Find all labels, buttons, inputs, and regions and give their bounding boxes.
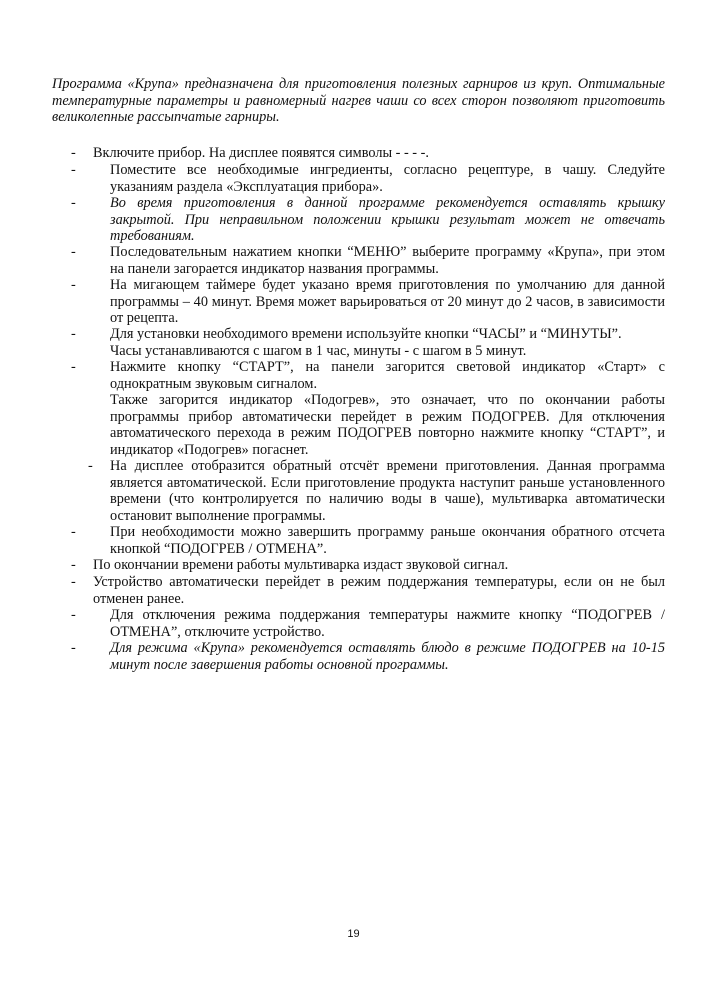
list-item-text: Устройство автоматически перейдет в режим поддержания температуры, если он не был отменен ранее. [93, 574, 665, 607]
bullet-dash: - [71, 277, 76, 293]
list-item-text: По окончании времени работы мультиварка издаст звуковой сигнал. [93, 557, 509, 573]
bullet-dash: - [71, 607, 76, 623]
list-item-text [110, 359, 665, 458]
list-item-text: Включите прибор. На дисплее появятся символы - - - -. [93, 145, 429, 161]
bullet-dash: - [71, 524, 76, 540]
list-item-text: При необходимости можно завершить программу раньше окончания обратного отсчета кнопкой “ПОДОГРЕВ / ОТМЕНА”. [110, 524, 665, 557]
list-item-line: Нажмите кнопку “СТАРТ”, на панели загорится световой индикатор «Старт» с однократным звуковым сигналом. [110, 359, 665, 392]
list-item-text: Во время приготовления в данной программе рекомендуется оставлять крышку закрытой. При неправильном положении крышки результат может не отвечать требованиям. [110, 195, 665, 244]
bullet-dash: - [71, 574, 76, 590]
bullet-dash: - [71, 244, 76, 260]
list-item-text: Для отключения режима поддержания температуры нажмите кнопку “ПОДОГРЕВ / ОТМЕНА”, отключите устройство. [110, 607, 665, 640]
list-item-line: Также загорится индикатор «Подогрев», это означает, что по окончании работы программы прибор автоматически перейдет в режим ПОДОГРЕВ. Для отключения автоматического перехода в режим ПОДОГРЕВ повторно нажмите кнопку “СТАРТ”, и индикатор «Подогрев» погаснет. [110, 392, 665, 458]
list-item-line: Часы устанавливаются с шагом в 1 час, минуты - с шагом в 5 минут. [110, 342, 527, 359]
list-item-text: На мигающем таймере будет указано время приготовления по умолчанию для данной программы – 40 минут. Время может варьироваться от 20 минут до 2 часов, в зависимости от рецепта. [110, 277, 665, 326]
intro-paragraph: Программа «Крупа» предназначена для приготовления полезных гарниров из круп. Оптимальные температурные параметры и равномерный нагрев чаши со всех сторон позволяют приготовить великолепные рассыпчатые гарниры. [52, 76, 665, 126]
bullet-dash: - [88, 458, 93, 474]
list-item-line: Для установки необходимого времени используйте кнопки “ЧАСЫ” и “МИНУТЫ”. [110, 326, 622, 342]
bullet-dash: - [71, 557, 76, 573]
bullet-dash: - [71, 162, 76, 178]
list-item-text: Последовательным нажатием кнопки “МЕНЮ” выберите программу «Крупа», при этом на панели загорается индикатор названия программы. [110, 244, 665, 277]
list-item-text: На дисплее отобразится обратный отсчёт времени приготовления. Данная программа является автоматической. Если приготовление продукта наступит раньше установленного времени (что контролируется по наличию воды в чаше), мультиварка автоматически остановит выполнение программы. [110, 458, 665, 524]
bullet-dash: - [71, 359, 76, 375]
list-item-text: Поместите все необходимые ингредиенты, согласно рецептуре, в чашу. Следуйте указаниям раздела «Эксплуатация прибора». [110, 162, 665, 195]
bullet-dash: - [71, 326, 76, 342]
page-number: 19 [347, 928, 360, 940]
bullet-dash: - [71, 195, 76, 211]
list-item-text: Для режима «Крупа» рекомендуется оставлять блюдо в режиме ПОДОГРЕВ на 10-15 минут после завершения работы основной программы. [110, 640, 665, 673]
bullet-dash: - [71, 640, 76, 656]
bullet-dash: - [71, 145, 76, 161]
list-item-text [110, 326, 665, 359]
